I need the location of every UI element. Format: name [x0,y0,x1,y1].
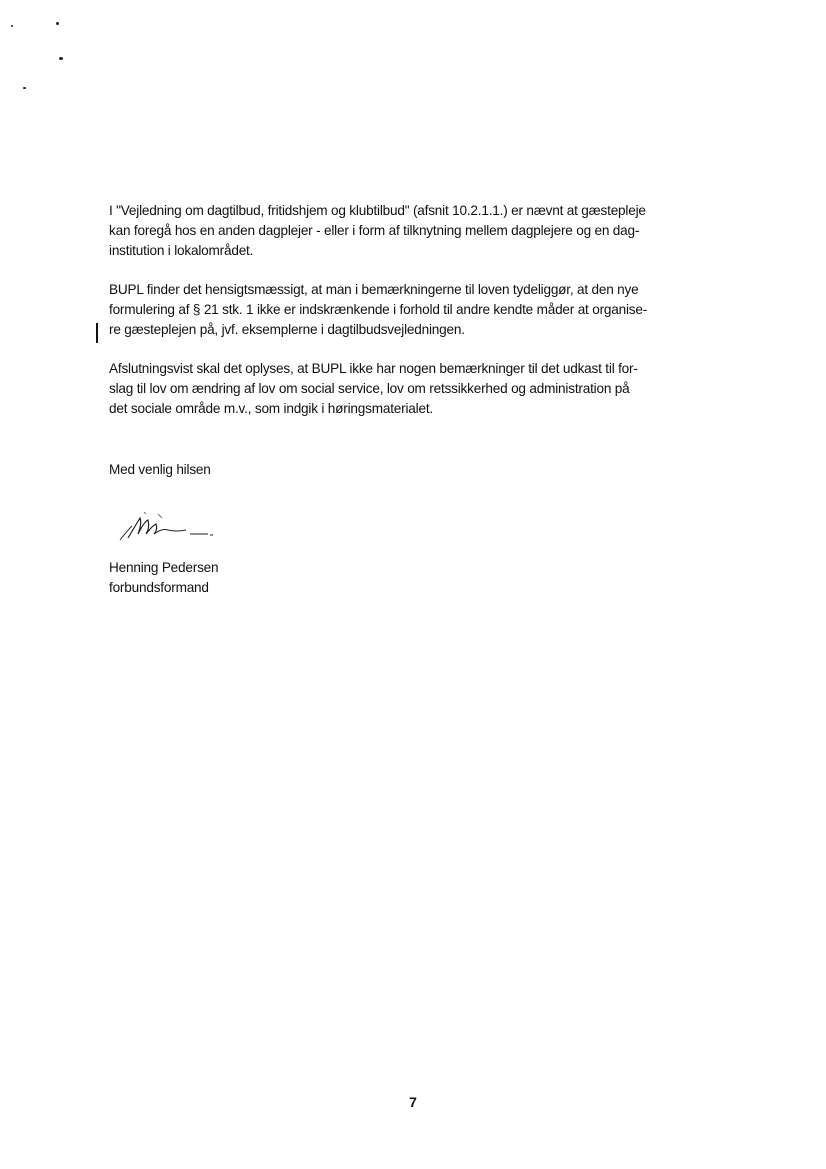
paragraph-conclusion [109,359,709,419]
text-line: formulering af § 21 stk. 1 ikke er indskrænkende i forhold til andre kendte måder at organise- [109,302,648,317]
scan-speck [23,87,26,89]
text-line: kan foregå hos en anden dagplejer - eller i form af tilknytning mellem dagplejere og en dag- [109,223,640,238]
paragraph-guidance [109,201,709,261]
page-number: 7 [409,1094,417,1110]
text-line: det sociale område m.v., som indgik i høringsmaterialet. [109,401,433,416]
revision-bar [96,323,98,343]
scan-speck [56,22,59,25]
scan-speck [59,57,63,60]
text-line: I "Vejledning om dagtilbud, fritidshjem og klubtilbud" (afsnit 10.2.1.1.) er nævnt at gæstepleje [109,203,646,218]
signer-name: Henning Pedersen [109,560,219,575]
handwritten-signature [116,508,226,548]
text-line: re gæsteplejen på, jvf. eksemplerne i dagtilbudsvejledningen. [109,322,465,337]
text-line: Afslutningsvist skal det oplyses, at BUPL ikke har nogen bemærkninger til det udkast til for- [109,361,638,376]
text-line: BUPL finder det hensigtsmæssigt, at man i bemærkningerne til loven tydeliggør, at den nye [109,282,639,297]
paragraph-bupl-position [109,280,709,340]
text-line: institution i lokalområdet. [109,243,254,258]
closing-greeting: Med venlig hilsen [109,462,211,477]
scan-speck [11,25,13,27]
signer-title: forbundsformand [109,580,209,595]
text-line: slag til lov om ændring af lov om social service, lov om retssikkerhed og administration på [109,381,630,396]
